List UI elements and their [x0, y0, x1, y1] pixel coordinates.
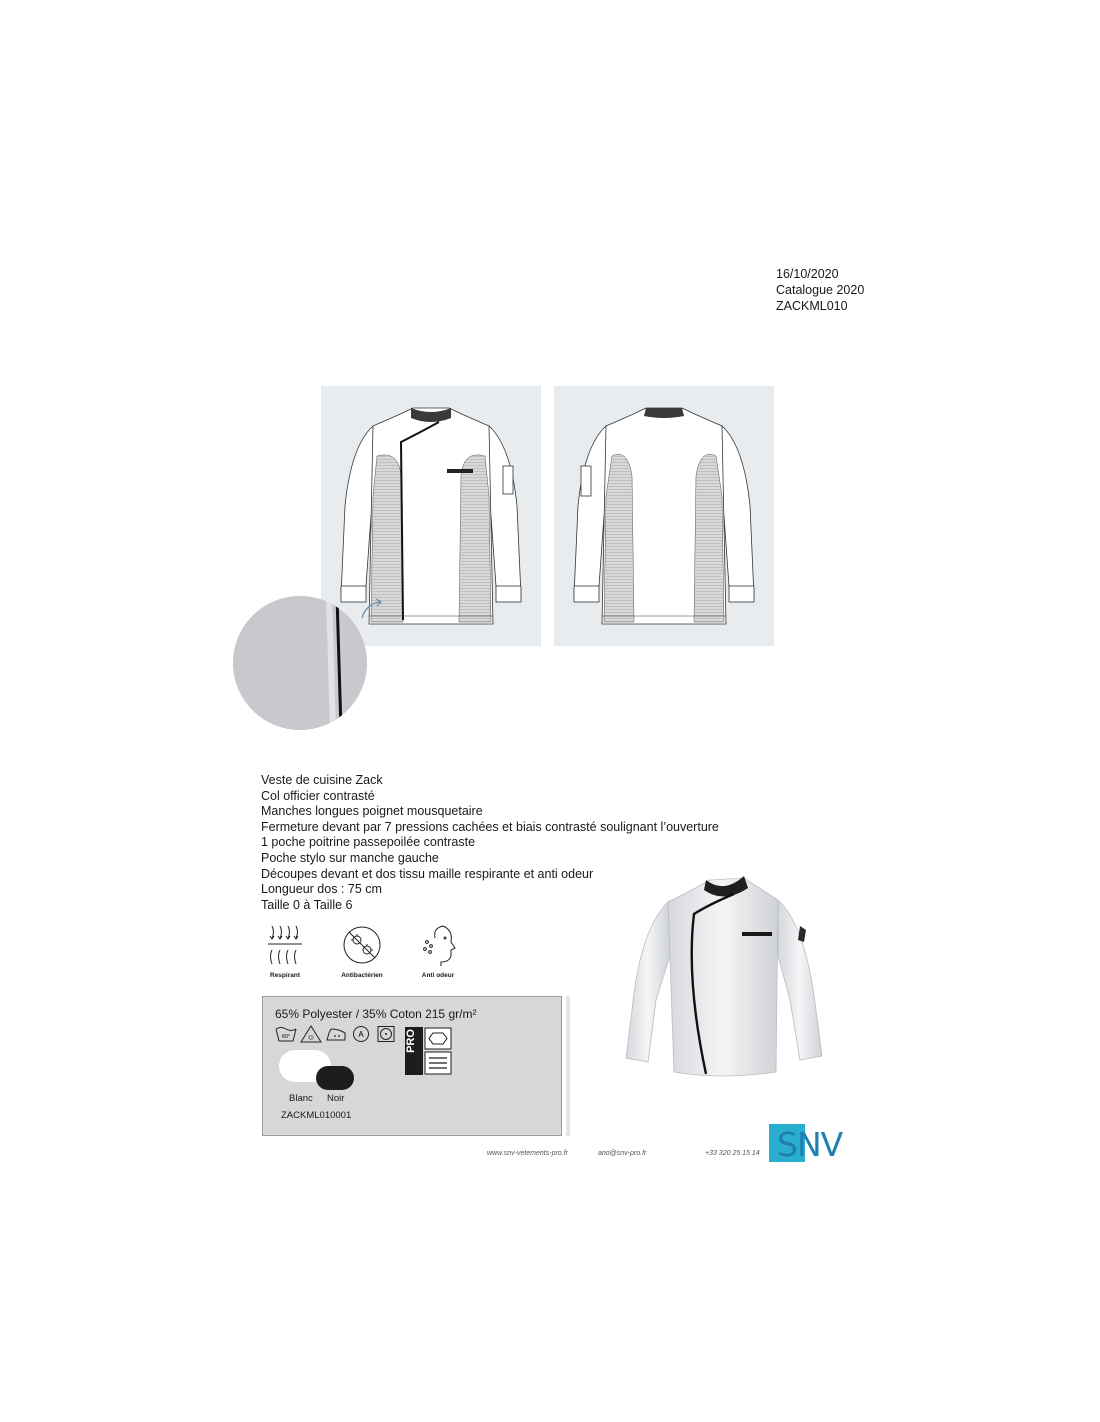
footer-website[interactable]: www.snv-vetements-pro.fr	[487, 1150, 568, 1157]
bleach-icon	[300, 1025, 322, 1043]
description-line: Manches longues poignet mousquetaire	[261, 804, 483, 819]
composition-box	[262, 996, 562, 1136]
logo-text: SNV	[777, 1125, 843, 1164]
iron-icon	[325, 1025, 347, 1043]
feature-label: Anti odeur	[421, 972, 455, 979]
feature-label: Antibactérien	[341, 972, 383, 979]
wash-temperature: 60°	[281, 1034, 291, 1040]
footer-email[interactable]: ano@snv-pro.fr	[598, 1150, 647, 1157]
zoom-arrow-icon	[360, 598, 384, 620]
description-line: Taille 0 à Taille 6	[261, 897, 353, 912]
feature-anti-odor	[403, 922, 473, 979]
color-label-noir: Noir	[327, 1093, 345, 1104]
tumble-dry-icon	[375, 1025, 397, 1043]
document-meta	[776, 266, 864, 314]
pro-label	[405, 1027, 453, 1075]
dry-clean-icon	[350, 1025, 372, 1043]
bleach-symbol: Cl	[308, 1035, 314, 1042]
color-label-blanc: Blanc	[289, 1093, 313, 1104]
antibacterial-icon	[337, 922, 387, 968]
wash-60-icon	[275, 1025, 297, 1043]
breathable-icon	[260, 922, 310, 968]
date: 16/10/2020	[776, 267, 839, 281]
anti-odor-icon	[413, 922, 463, 968]
back-view-drawing	[554, 386, 774, 646]
description-line: Col officier contrasté	[261, 788, 375, 803]
description-line: Découpes devant et dos tissu maille respirante et anti odeur	[261, 866, 594, 881]
catalogue: Catalogue 2020	[776, 283, 865, 297]
description-line: Veste de cuisine Zack	[261, 773, 383, 787]
pro-text: PRO	[405, 1029, 417, 1053]
jacket-back-illustration	[554, 386, 774, 646]
front-view-drawing	[321, 386, 541, 646]
footer-phone: +33 320 25 15 14	[705, 1150, 760, 1157]
description-line: 1 poche poitrine passepoilée contraste	[261, 835, 476, 850]
feature-label: Respirant	[270, 972, 300, 979]
product-reference: ZACKML010	[776, 299, 848, 313]
description-line: Fermeture devant par 7 pressions cachées et biais contrasté soulignant l’ouverture	[261, 819, 719, 834]
jacket-photo-illustration	[610, 860, 832, 1082]
feature-breathable	[250, 922, 320, 979]
composition-text: 65% Polyester / 35% Coton 215 gr/m²	[275, 1007, 477, 1021]
color-swatch-noir[interactable]	[316, 1066, 354, 1090]
care-symbols	[275, 1025, 397, 1043]
description-line: Poche stylo sur manche gauche	[261, 850, 439, 865]
dry-clean-letter: A	[358, 1030, 364, 1039]
snv-logo	[769, 1124, 857, 1162]
product-photo	[610, 860, 832, 1082]
infobox-shadow	[566, 996, 570, 1136]
feature-antibacterial	[327, 922, 397, 979]
jacket-front-illustration	[321, 386, 541, 646]
pro-certification-icon	[405, 1027, 453, 1075]
description-line: Longueur dos : 75 cm	[261, 882, 382, 897]
fabric-detail-zoom	[233, 596, 367, 730]
color-reference: ZACKML010001	[281, 1110, 352, 1121]
closure-detail-illustration	[233, 596, 367, 730]
